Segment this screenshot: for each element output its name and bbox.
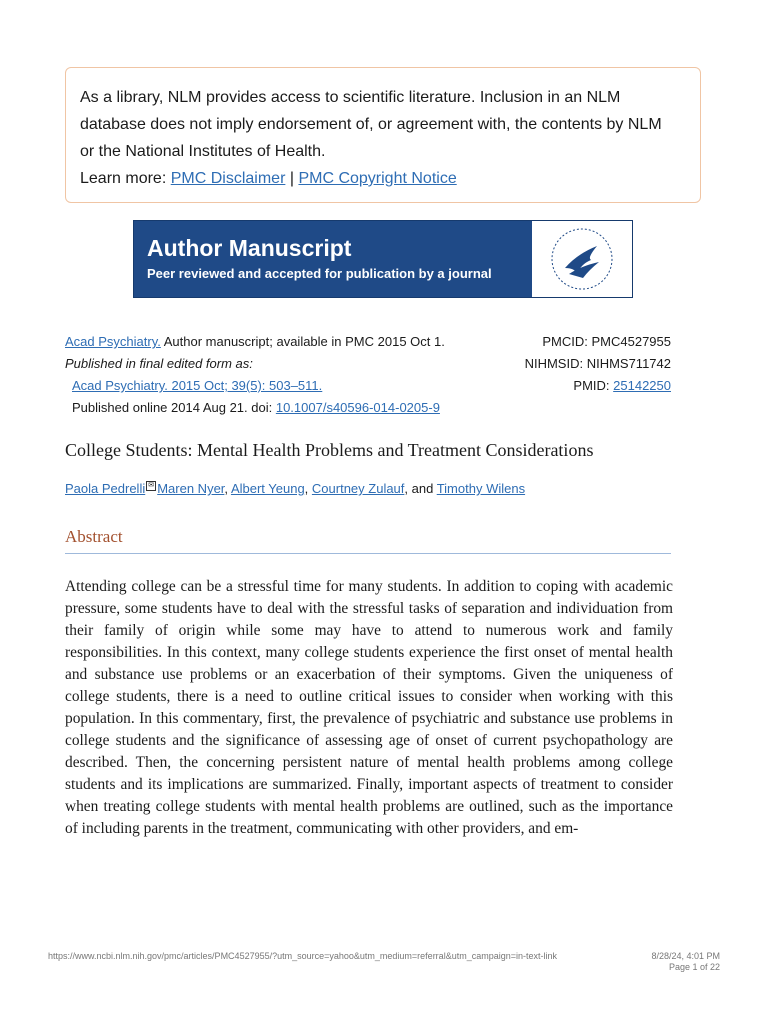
section-divider bbox=[65, 553, 671, 554]
footer-datetime: 8/28/24, 4:01 PM bbox=[651, 951, 720, 961]
notice-learn-more: Learn more: PMC Disclaimer | PMC Copyright Notice bbox=[80, 170, 457, 187]
author-link[interactable]: Paola Pedrelli bbox=[65, 481, 146, 496]
journal-line: Acad Psychiatry. Author manuscript; available in PMC 2015 Oct 1. bbox=[65, 334, 445, 349]
footer-url: https://www.ncbi.nlm.nih.gov/pmc/articles/PMC4527955/?utm_source=yahoo&utm_medium=referral&utm_campaign=in-text-link bbox=[48, 951, 557, 961]
author-link[interactable]: Courtney Zulauf bbox=[311, 481, 405, 496]
published-final-label: Published in final edited form as: bbox=[65, 356, 253, 371]
author-link[interactable]: Albert Yeung bbox=[230, 481, 305, 496]
pmid-link[interactable]: 25142250 bbox=[613, 378, 671, 393]
banner-subtitle: Peer reviewed and accepted for publication by a journal bbox=[147, 266, 492, 281]
journal-link[interactable]: Acad Psychiatry. bbox=[65, 334, 161, 349]
nihmsid: NIHMSID: NIHMS711742 bbox=[524, 356, 671, 371]
online-line: Published online 2014 Aug 21. doi: 10.1007/s40596-014-0205-9 bbox=[72, 400, 440, 415]
notice-line-1: As a library, NLM provides access to scientific literature. Inclusion in an NLM bbox=[80, 89, 621, 106]
pmc-disclaimer-link[interactable]: PMC Disclaimer bbox=[170, 170, 286, 187]
pmid-line: PMID: 25142250 bbox=[573, 378, 671, 393]
abstract-heading: Abstract bbox=[65, 527, 123, 546]
author-link[interactable]: Timothy Wilens bbox=[436, 481, 526, 496]
pmc-copyright-link[interactable]: PMC Copyright Notice bbox=[298, 170, 457, 187]
doi-link[interactable]: 10.1007/s40596-014-0205-9 bbox=[275, 400, 440, 415]
banner-title: Author Manuscript bbox=[147, 235, 352, 261]
abstract-text: Attending college can be a stressful time for many students. In addition to coping with academic pressure, some students have to deal with the stressful tasks of separation and individuation from their family of origin while some may have to attend to numerous work and family responsibilities. In this context, many college students experience the first onset of mental health and substance use problems or an exacerbation of their symptoms. Given the uniqueness of college students, there is a need to outline critical issues to consider when working with this population. In this commentary, first, the prevalence of psychiatric and substance use problems in college students and the significance of assessing age of onset of current psychopathology are described. Then, the concerning persistent nature of mental health problems among college students and its implications are summarized. Finally, important aspects of treatment to consider when treating college students with mental health problems are outlined, such as the importance of including parents in the treatment, communicating with other providers, and em- bbox=[65, 578, 673, 837]
footer-page-number: Page 1 of 22 bbox=[668, 962, 720, 972]
pmcid: PMCID: PMC4527955 bbox=[542, 334, 671, 349]
notice-line-2: database does not imply endorsement of, or agreement with, the contents by NLM bbox=[80, 116, 662, 133]
author-manuscript-banner bbox=[133, 220, 633, 298]
author-link[interactable]: Maren Nyer bbox=[157, 481, 225, 496]
article-title: College Students: Mental Health Problems and Treatment Considerations bbox=[65, 440, 594, 460]
hhs-seal-icon bbox=[532, 221, 632, 297]
author-list: Paola Pedrelli ✉ Maren Nyer, Albert Yeung, Courtney Zulauf, and Timothy Wilens bbox=[65, 481, 526, 496]
email-icon[interactable]: ✉ bbox=[146, 481, 156, 491]
notice-line-3: or the National Institutes of Health. bbox=[80, 143, 326, 160]
nlm-notice-box bbox=[65, 67, 701, 203]
citation-link[interactable]: Acad Psychiatry. 2015 Oct; 39(5): 503–511. bbox=[72, 378, 323, 393]
